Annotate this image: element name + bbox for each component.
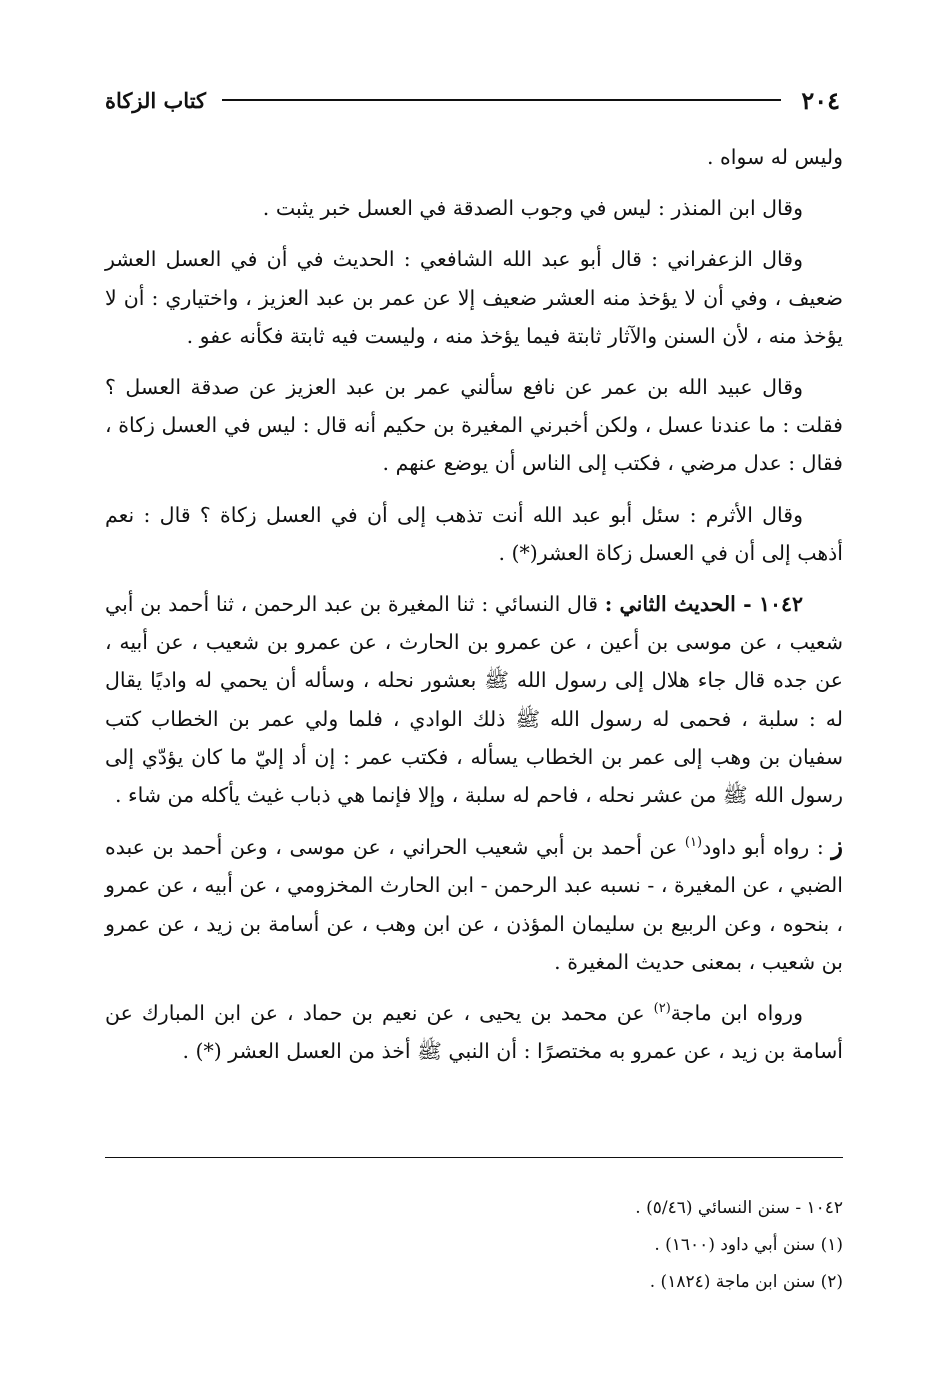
footnote-ref-1[interactable]: (١) [684,835,703,851]
page-header [105,80,840,120]
ibn-majah-paragraph [105,994,843,1070]
header-rule [222,99,781,101]
paragraph: وقال ابن المنذر : ليس في وجوب الصدقة في العسل خبر يثبت . [262,196,803,221]
paragraph: وقال عبيد الله بن عمر عن نافع سألني عمر بن عبد العزيز عن صدقة العسل ؟ فقلت : ما عندنا عسل ، ولكن أخبرني المغيرة بن حكيم أنه قال : ليس في العسل زكاة ، فقال : عدل مرضي ، فكتب إلى الناس أن يوضع عنهم . [105,375,843,476]
hadith-text: قال النسائي : ثنا المغيرة بن عبد الرحمن ، ثنا أحمد بن أبي شعيب ، عن موسى بن أعين ، عن عمرو بن الحارث ، عن عمرو بن شعيب ، عن أبيه ، عن جده قال جاء هلال إلى رسول الله ﷺ بعشور نحله ، وسأله أن يحمي له واديًا يقال له : سلبة ، فحمى له رسول الله ﷺ ذلك الوادي ، فلما ولي عمر بن الخطاب كتب سفيان بن وهب إلى عمر بن الخطاب يسأله ، فكتب عمر : إن أد إليّ ما كان يؤدّي إلى رسول الله ﷺ من عشر نحله ، فاحم له سلبة ، وإلا فإنما هي ذباب غيث يأكله من شاء . [105,592,843,808]
takhrij-marker: ز [831,831,843,861]
takhrij-text-2: عن أحمد بن أبي شعيب الحراني ، عن موسى ، وعن أحمد بن عبده الضبي ، عن المغيرة ، - نسبه عبد الرحمن - ابن الحارث المخزومي ، عن أبيه ، عن عمرو ، بنحوه ، وعن الربيع بن سليمان المؤذن ، عن ابن وهب ، عن أسامة بن زيد ، عن عمرو بن شعيب ، بمعنى حديث المغيرة . [105,835,843,974]
hadith-label: ١٠٤٢ - الحديث الثاني : [604,592,803,617]
footnote-ref-2[interactable]: (٢) [653,1001,671,1017]
footnote: (٢) سنن ابن ماجة (١٨٢٤) . [649,1272,843,1292]
paragraph: وقال الزعفراني : قال أبو عبد الله الشافعي : الحديث في أن في العسل العشر ضعيف ، وفي أن لا يؤخذ منه العشر ضعيف إلا عن عمر بن عبد العزيز ، واختياري : أن لا يؤخذ منه ، لأن السنن والآثار ثابتة فيما يؤخذ منه ، وليست فيه ثابتة فكأنه عفو . [105,247,843,348]
footnotes [105,1190,843,1301]
footnote-separator [105,1157,843,1158]
page-number: ٢٠٤ [801,85,840,115]
paragraph: وقال الأثرم : سئل أبو عبد الله أنت تذهب إلى أن في العسل زكاة ؟ قال : نعم أذهب إلى أن في العسل زكاة العشر(*) . [105,502,843,565]
footnote: (١) سنن أبي داود (١٦٠٠) . [654,1235,843,1255]
paragraph: وليس له سواه . [707,145,843,169]
main-text [105,138,843,1083]
takhrij-text-1: : رواه أبو داود [702,835,824,860]
book-title: كتاب الزكاة [105,87,207,113]
hadith-paragraph [105,585,843,814]
ibn-majah-text-1: ورواه ابن ماجة [670,1001,803,1026]
ibn-majah-text-2: عن محمد بن يحيى ، عن نعيم بن حماد ، عن ابن المبارك عن أسامة بن زيد ، عن عمرو به مختصرًا : أن النبي ﷺ أخذ من العسل العشر (*) . [105,1001,843,1064]
takhrij-paragraph [105,827,843,981]
footnote: ١٠٤٢ - سنن النسائي (٥/٤٦) . [635,1198,843,1218]
